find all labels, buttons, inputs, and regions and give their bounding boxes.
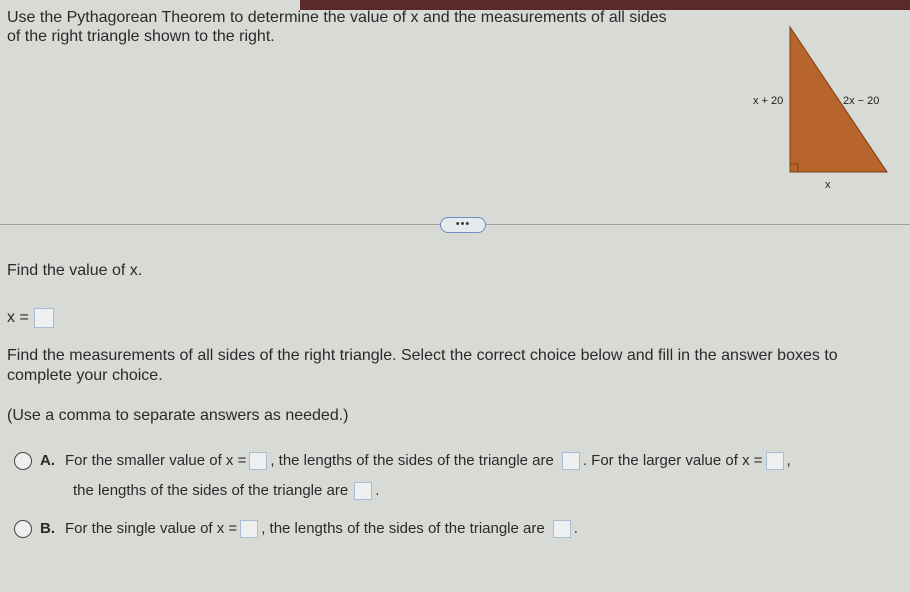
intro-line-2: of the right triangle shown to the right. — [7, 28, 275, 45]
choice-a-line-2 — [73, 476, 379, 506]
choice-a-text-4: , — [786, 452, 791, 469]
part2-prompt: Find the measurements of all sides of the right triangle. Select the correct choice below and fill in the answer boxes to complete your choice. — [7, 347, 838, 384]
question-intro — [7, 8, 747, 46]
smaller-sides-box[interactable] — [562, 452, 580, 470]
intro-line-1: Use the Pythagorean Theorem to determine the value of x and the measurements of all sides — [7, 9, 667, 26]
expand-more-button[interactable]: ••• — [440, 217, 486, 233]
leg-label: x + 20 — [753, 95, 784, 107]
choice-b[interactable] — [14, 514, 578, 544]
part1-prompt: Find the value of x. — [7, 262, 143, 279]
x-answer-row — [7, 308, 54, 328]
single-sides-box[interactable] — [553, 520, 571, 538]
smaller-x-box[interactable] — [249, 452, 267, 470]
choice-a-radio[interactable] — [14, 452, 32, 470]
choice-b-text-1: For the single value of x = — [65, 520, 238, 537]
choice-a[interactable] — [14, 446, 791, 476]
single-x-box[interactable] — [240, 520, 258, 538]
choice-b-text-2: , the lengths of the sides of the triangle are — [261, 520, 545, 537]
choice-b-radio[interactable] — [14, 520, 32, 538]
choice-a-text-2: , the lengths of the sides of the triangle are — [270, 452, 554, 469]
x-answer-box[interactable] — [34, 308, 54, 328]
x-answer-label: x = — [7, 309, 29, 326]
choice-a-text-5: the lengths of the sides of the triangle are — [73, 482, 349, 499]
hypotenuse-label: 2x − 20 — [843, 95, 880, 107]
larger-x-box[interactable] — [766, 452, 784, 470]
choice-a-text-3: . For the larger value of x = — [582, 452, 763, 469]
choice-b-text-3: . — [573, 520, 578, 537]
larger-sides-box[interactable] — [354, 482, 372, 500]
choice-b-letter: B. — [40, 520, 55, 537]
choice-a-text-6: . — [375, 482, 380, 499]
choice-a-text-1: For the smaller value of x = — [65, 452, 247, 469]
right-triangle-figure — [745, 22, 910, 197]
comma-note: (Use a comma to separate answers as needed.) — [7, 407, 349, 424]
base-label: x — [825, 179, 831, 191]
choice-a-letter: A. — [40, 452, 55, 469]
